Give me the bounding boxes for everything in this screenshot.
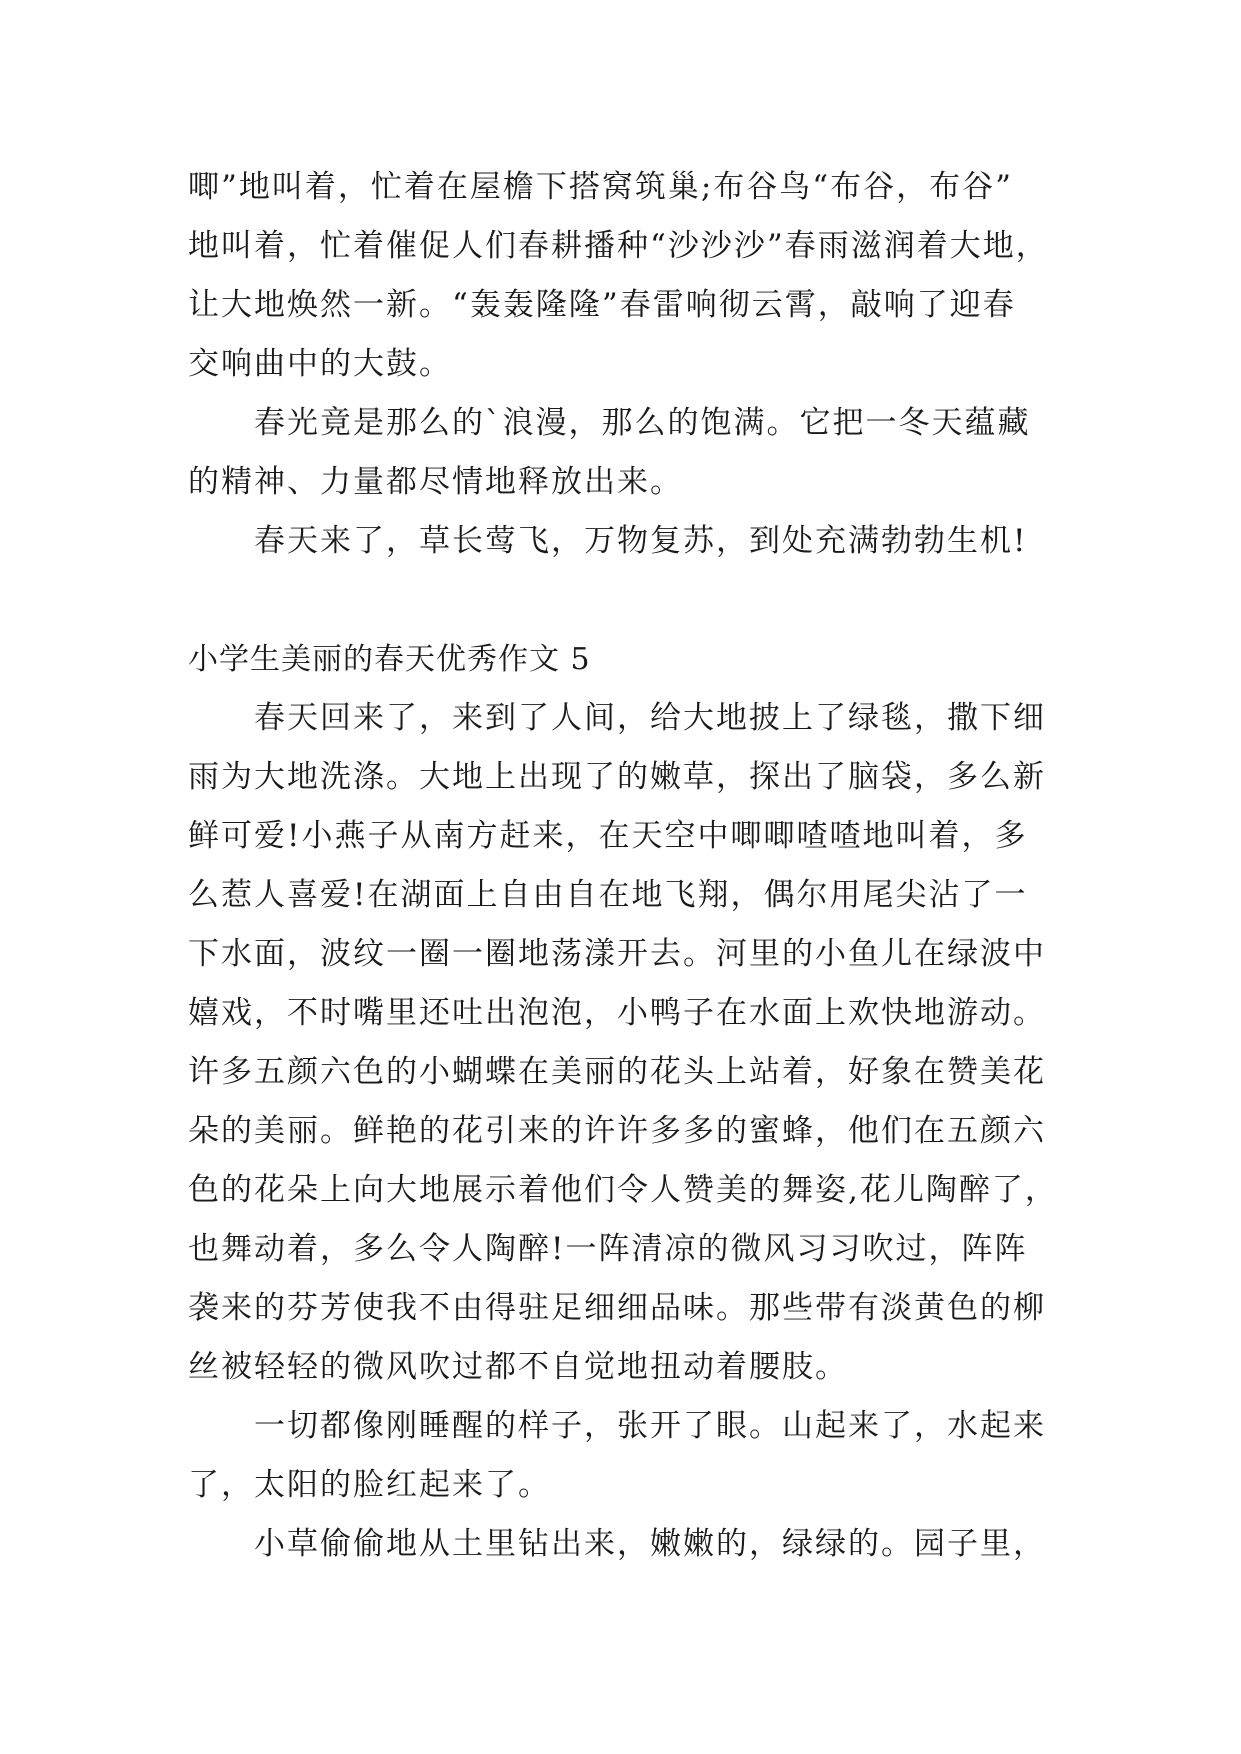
text-line: 鲜可爱!小燕子从南方赶来，在天空中唧唧喳喳地叫着，多 [188, 818, 1028, 854]
text-line: 么惹人喜爱!在湖面上自由自在地飞翔，偶尔用尾尖沾了一 [188, 877, 1028, 913]
section-gap [188, 571, 1068, 630]
paragraph [188, 1397, 1068, 1515]
section-title: 小学生美丽的春天优秀作文 5 [188, 642, 591, 677]
text-line: 色的花朵上向大地展示着他们令人赞美的舞姿,花儿陶醉了， [188, 1172, 1058, 1208]
text-line: 雨为大地洗涤。大地上出现了的嫩草，探出了脑袋，多么新 [188, 759, 1046, 795]
paragraph [188, 394, 1068, 512]
text-line: 小草偷偷地从土里钻出来，嫩嫩的，绿绿的。园子里， [254, 1526, 1046, 1562]
text-line: 春光竟是那么的`浪漫，那么的饱满。它把一冬天蕴藏 [254, 405, 1031, 441]
document-page [188, 158, 1068, 1574]
paragraph [188, 158, 1068, 394]
text-line: 的精神、力量都尽情地释放出来。 [188, 464, 683, 500]
text-line: 让大地焕然一新。“轰轰隆隆”春雷响彻云霄，敲响了迎春 [188, 287, 1016, 323]
text-line: 丝被轻轻的微风吹过都不自觉地扭动着腰肢。 [188, 1349, 848, 1385]
paragraph [188, 1515, 1068, 1574]
text-line: 唧”地叫着，忙着在屋檐下搭窝筑巢;布谷鸟“布谷，布谷” [188, 169, 1013, 205]
text-line: 朵的美丽。鲜艳的花引来的许许多多的蜜蜂，他们在五颜六 [188, 1113, 1046, 1149]
text-line: 交响曲中的大鼓。 [188, 346, 452, 382]
text-line: 许多五颜六色的小蝴蝶在美丽的花头上站着，好象在赞美花 [188, 1054, 1046, 1090]
text-line: 一切都像刚睡醒的样子，张开了眼。山起来了，水起来 [254, 1408, 1046, 1444]
text-line: 也舞动着，多么令人陶醉!一阵清凉的微风习习吹过，阵阵 [188, 1231, 1028, 1267]
paragraph [188, 689, 1068, 1397]
text-line: 袭来的芬芳使我不由得驻足细细品味。那些带有淡黄色的柳 [188, 1290, 1046, 1326]
text-line: 了，太阳的脸红起来了。 [188, 1467, 551, 1503]
text-line: 春天回来了，来到了人间，给大地披上了绿毯，撒下细 [254, 700, 1046, 736]
paragraph [188, 512, 1068, 571]
text-line: 下水面，波纹一圈一圈地荡漾开去。河里的小鱼儿在绿波中 [188, 936, 1046, 972]
text-line: 嬉戏，不时嘴里还吐出泡泡，小鸭子在水面上欢快地游动。 [188, 995, 1046, 1031]
text-line: 地叫着，忙着催促人们春耕播种“沙沙沙”春雨滋润着大地， [188, 228, 1049, 264]
text-line: 春天来了，草长莺飞，万物复苏，到处充满勃勃生机! [254, 523, 1028, 559]
